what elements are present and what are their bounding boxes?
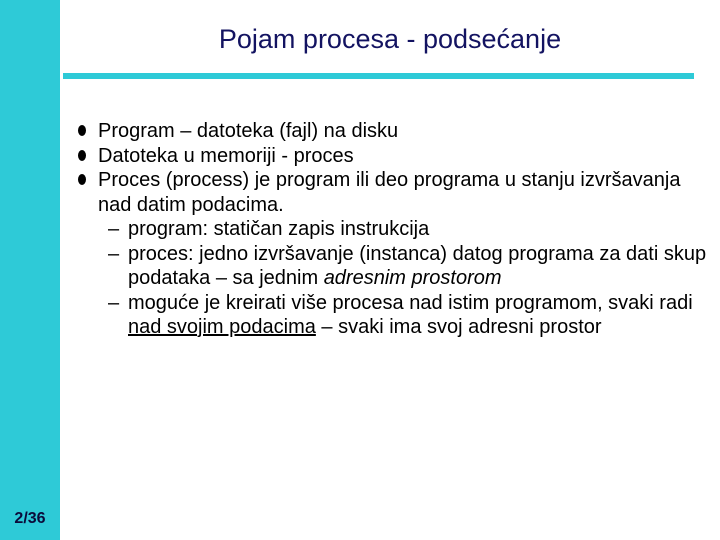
slide-content <box>78 119 708 340</box>
bullet-text: Proces (process) je program ili deo programa u stanju izvršavanja nad datim podacima. <box>98 169 681 216</box>
sub-bullet-item <box>78 217 708 242</box>
bullet-icon <box>78 150 86 161</box>
bullet-text: Program – datoteka (fajl) na disku <box>98 120 399 142</box>
bullet-icon <box>78 125 86 136</box>
bullet-item <box>78 119 708 144</box>
bullet-item <box>78 168 708 217</box>
sub-bullet-text: moguće je kreirati više procesa nad istim programom, svaki radi <box>128 291 693 314</box>
sub-bullet-text-tail: – svaki ima svoj adresni prostor <box>315 316 602 338</box>
sub-bullet-text: program: statičan zapis instrukcija <box>128 218 430 240</box>
title-underline-rule <box>63 73 694 79</box>
bullet-icon <box>78 174 86 185</box>
bullet-item <box>78 144 708 169</box>
page-number: 2/36 <box>14 510 46 527</box>
underlined-text: nad svojim podacima <box>128 316 316 338</box>
dash-icon: – <box>108 218 120 240</box>
dash-icon: – <box>108 242 120 265</box>
sub-bullet-item <box>78 291 708 340</box>
bullet-text: Datoteka u memoriji - proces <box>98 144 354 167</box>
slide-title: Pojam procesa - podsećanje <box>218 24 562 54</box>
sub-bullet-italic-text: adresnim prostorom <box>323 267 502 289</box>
sub-bullet-item <box>78 242 708 291</box>
left-accent-bar <box>0 0 60 540</box>
dash-icon: – <box>108 291 120 314</box>
sub-bullet-text: proces: jedno izvršavanje (instanca) datog programa za dati skup podataka – sa jednim <box>128 242 707 289</box>
